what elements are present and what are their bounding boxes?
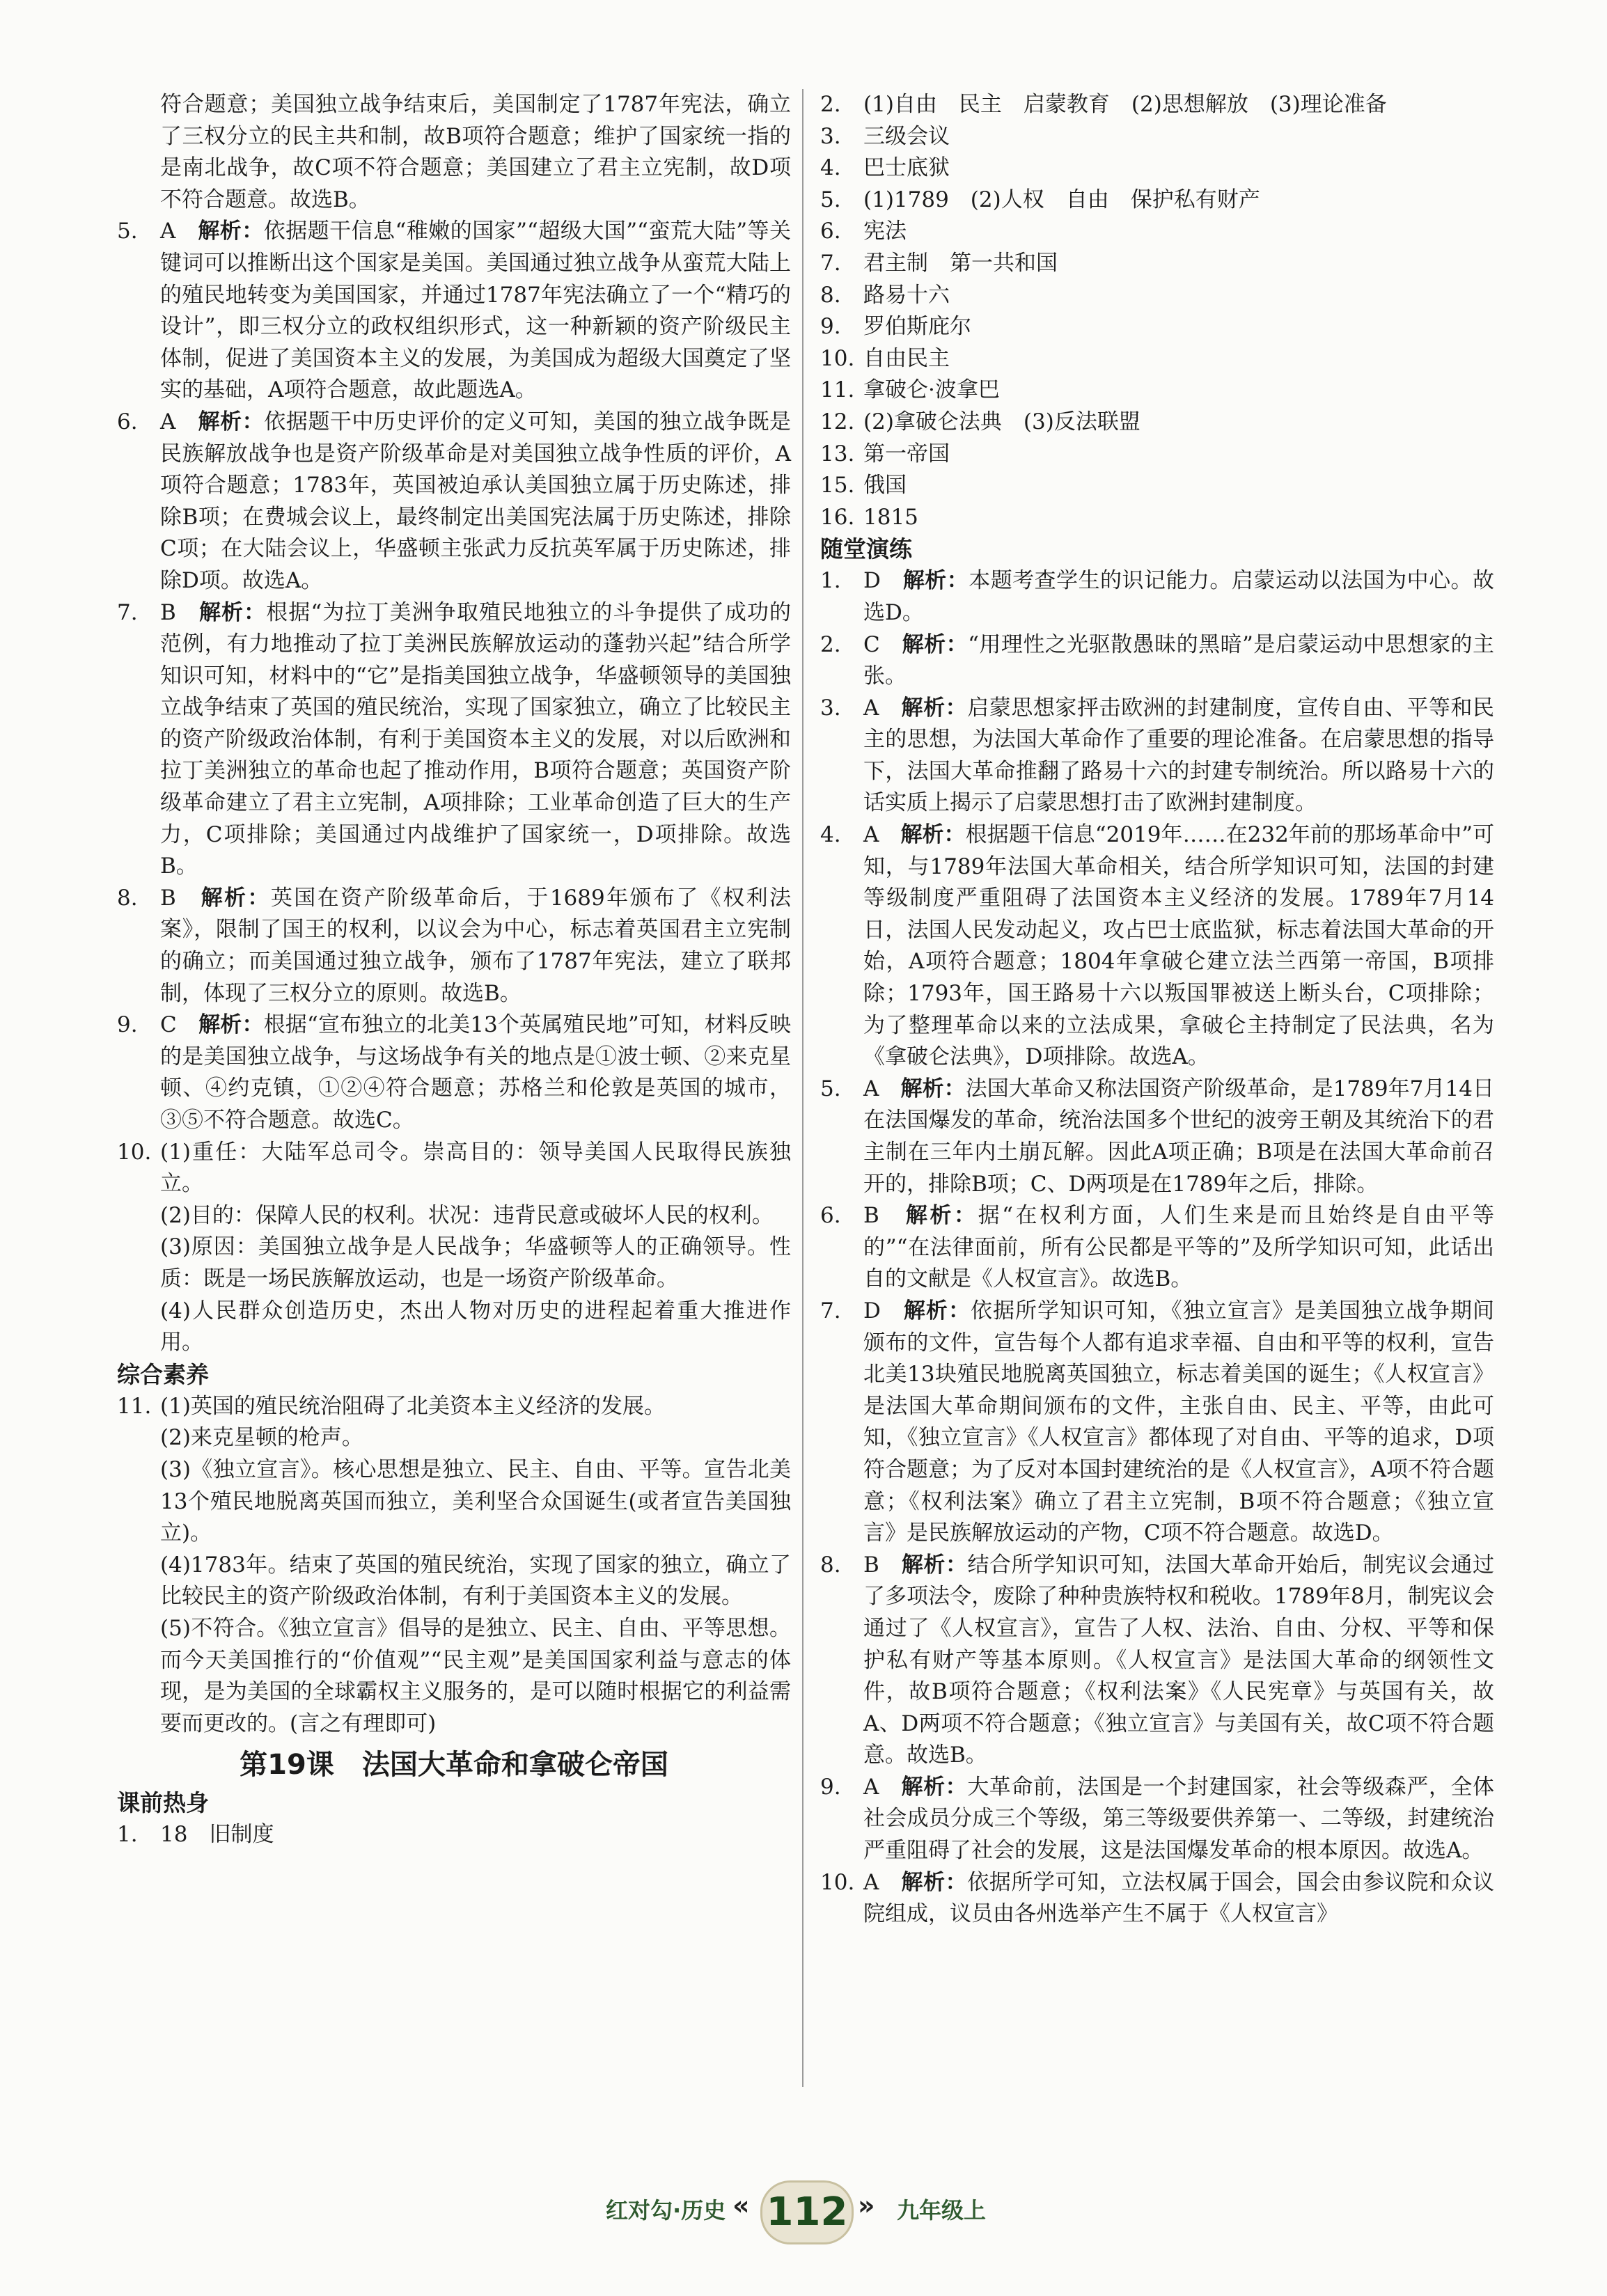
warmup-item: 10. 自由民主: [820, 345, 950, 371]
answer-part: (4)1783年。结束了英国的殖民统治，实现了国家的独立，确立了比较民主的资产阶级政治体制，有利于美国资本主义的发展。: [160, 1552, 791, 1610]
warmup-item: 8. 路易十六: [820, 282, 950, 308]
warmup-item-1: 1. 18 旧制度: [117, 1822, 274, 1848]
section-heading-comprehensive: 综合素养: [117, 1360, 209, 1388]
practice-item-10: 10. A 解析：依据所学可知，立法权属于国会，国会由参议院和众议院组成，议员由各州选举产生不属于《人权宣言》: [820, 1869, 1495, 1927]
warmup-item: 7. 君主制 第一共和国: [820, 250, 1058, 276]
section-heading-practice: 随堂演练: [820, 535, 912, 563]
answer-part: (2)来克星顿的枪声。: [160, 1425, 363, 1451]
column-divider: [802, 89, 804, 2087]
answer-item-10: 10. (1)重任：大陆军总司令。崇高目的：领导美国人民取得民族独立。 (2)目的：保障人民的权利。状况：违背民意或破坏人民的权利。 (3)原因：美国独立战争是人民战争；华盛顿等人的正确领导。性质：既是一场民族解放运动，也是一场资产阶级革命。 (4)人民群众创造历史，杰出人物对历史的进程起着重大推进作用。: [117, 1137, 791, 1359]
warmup-item: 9. 罗伯斯庇尔: [820, 314, 971, 340]
warmup-item: 16. 1815: [820, 504, 918, 530]
practice-item-7: 7. D 解析：依据所学知识可知，《独立宣言》是美国独立战争期间颁布的文件，宣告每个人都有追求幸福、自由和平等的权利，宣告北美13块殖民地脱离英国独立，标志着美国的诞生；《人权宣言》是法国大革命期间颁布的文件，主张自由、民主、平等，由此可知，《独立宣言》《人权宣言》都体现了对自由、平等的追求，D项符合题意；为了反对本国封建统治的是《人权宣言》，A项不符合题意；《权利法案》确立了君主立宪制，B项不符合题意；《独立宣言》是民族解放运动的产物，C项不符合题意。故选D。: [820, 1298, 1495, 1546]
lesson-title: 第19课 法国大革命和拿破仑帝国: [240, 1749, 668, 1782]
warmup-item: 12. (2)拿破仑法典 (3)反法联盟: [820, 409, 1140, 434]
answer-part: (1)重任：大陆军总司令。崇高目的：领导美国人民取得民族独立。: [160, 1139, 791, 1197]
left-chevron-icon: «: [732, 2190, 750, 2221]
practice-item-9: 9. A 解析：大革命前，法国是一个封建国家，社会等级森严，全体社会成员分成三个等级，第三等级要供养第一、二等级，封建统治严重阻碍了社会的发展，这是法国爆发革命的根本原因。故选A。: [820, 1774, 1495, 1864]
warmup-item: 11. 拿破仑·波拿巴: [820, 377, 1000, 403]
continued-answer: 符合题意；美国独立战争结束后，美国制定了1787年宪法，确立了三权分立的民主共和制，故B项符合题意；维护了国家统一指的是南北战争，故C项不符合题意；美国建立了君主立宪制，故D项不符合题意。故选B。: [160, 92, 791, 212]
answer-part: (2)目的：保障人民的权利。状况：违背民意或破坏人民的权利。: [160, 1202, 774, 1228]
practice-item-8: 8. B 解析：结合所学知识可知，法国大革命开始后，制宪议会通过了多项法令，废除了种种贵族特权和税收。1789年8月，制宪议会通过了《人权宣言》，宣告了人权、法治、自由、分权、平等和保护私有财产等基本原则。《人权宣言》是法国大革命的纲领性文件，故B项符合题意；《权利法案》《人民宪章》与英国有关，故A、D两项不符合题意；《独立宣言》与美国有关，故C项不符合题意。故选B。: [820, 1552, 1495, 1768]
answer-part: (1)英国的殖民统治阻碍了北美资本主义经济的发展。: [160, 1393, 666, 1419]
warmup-item: 2. (1)自由 民主 启蒙教育 (2)思想解放 (3)理论准备: [820, 92, 1387, 117]
warmup-item: 15. 俄国: [820, 473, 907, 498]
practice-item-4: 4. A 解析：根据题干信息“2019年……在232年前的那场革命中”可知，与1789年法国大革命相关，结合所学知识可知，法国的封建等级制度严重阻碍了法国资本主义经济的发展。1789年7月14日，法国人民发动起义，攻占巴士底监狱，标志着法国大革命的开始，A项符合题意；1804年拿破仑建立法兰西第一帝国，B项排除；1793年，国王路易十六以叛国罪被送上断头台，C项排除；为了整理革命以来的立法成果，拿破仑主持制定了民法典，名为《拿破仑法典》，D项排除。故选A。: [820, 822, 1495, 1070]
page-number: 112: [760, 2180, 854, 2244]
warmup-item: 4. 巴士底狱: [820, 155, 950, 181]
left-column: [117, 89, 791, 1851]
right-column: [820, 89, 1494, 1931]
answer-part: (3)《独立宣言》。核心思想是独立、民主、自由、平等。宣告北美13个殖民地脱离英国而独立，美利坚合众国诞生(或者宣告美国独立)。: [160, 1456, 791, 1546]
practice-item-5: 5. A 解析：法国大革命又称法国资产阶级革命，是1789年7月14日在法国爆发的革命，统治法国多个世纪的波旁王朝及其统治下的君主制在三年内土崩瓦解。因此A项正确；B项是在法国大革命前召开的，排除B项；C、D两项是在1789年之后，排除。: [820, 1076, 1495, 1197]
practice-item-6: 6. B 解析：据“在权利方面，人们生来是而且始终是自由平等的”“在法律面前，所有公民都是平等的”及所学知识可知，此话出自的文献是《人权宣言》。故选B。: [820, 1203, 1495, 1292]
answer-part: (4)人民群众创造历史，杰出人物对历史的进程起着重大推进作用。: [160, 1298, 791, 1355]
book-title: 红对勾·历史: [606, 2197, 726, 2224]
warmup-item: 13. 第一帝国: [820, 441, 950, 466]
answer-item-11: 11. (1)英国的殖民统治阻碍了北美资本主义经济的发展。 (2)来克星顿的枪声。 (3)《独立宣言》。核心思想是独立、民主、自由、平等。宣告北美13个殖民地脱离英国而独立，美利坚合众国诞生(或者宣告美国独立)。 (4)1783年。结束了英国的殖民统治，实现了国家的独立，确立了比较民主的资产阶级政治体制，有利于美国资本主义的发展。 (5)不符合。《独立宣言》倡导的是独立、民主、自由、平等思想。而今天美国推行的“价值观”“民主观”是美国国家利益与意志的体现，是为美国的全球霸权主义服务的，是可以随时根据它的利益需要而更改的。(言之有理即可): [117, 1391, 791, 1740]
right-chevron-icon: »: [858, 2190, 875, 2221]
warmup-item: 6. 宪法: [820, 219, 907, 244]
warmup-item: 3. 三级会议: [820, 123, 950, 149]
answer-item-6: 6. A 解析：依据题干中历史评价的定义可知，美国的独立战争既是民族解放战争也是资产阶级革命是对美国独立战争性质的评价，A项符合题意；1783年，英国被迫承认美国独立属于历史陈述，排除B项；在费城会议上，最终制定出美国宪法属于历史陈述，排除C项；在大陆会议上，华盛顿主张武力反抗英军属于历史陈述，排除D项。故选A。: [117, 409, 792, 593]
warmup-item: 5. (1)1789 (2)人权 自由 保护私有财产: [820, 187, 1260, 212]
answer-item-8: 8. B 解析：英国在资产阶级革命后，于1689年颁布了《权利法案》，限制了国王的权利，以议会为中心，标志着英国君主立宪制的确立；而美国通过独立战争，颁布了1787年宪法，建立了联邦制，体现了三权分立的原则。故选B。: [117, 885, 792, 1006]
page-footer: [0, 2180, 1607, 2250]
answer-item-7: 7. B 解析：根据“为拉丁美洲争取殖民地独立的斗争提供了成功的范例，有力地推动了拉丁美洲民族解放运动的蓬勃兴起”结合所学知识可知，材料中的“它”是指美国独立战争，华盛顿领导的美国独立战争结束了英国的殖民统治，实现了国家独立，确立了比较民主的资产阶级政治体制，有利于美国资本主义的发展，对以后欧洲和拉丁美洲独立的革命也起了推动作用，B项符合题意；英国资产阶级革命建立了君主立宪制，A项排除；工业革命创造了巨大的生产力，C项排除；美国通过内战维护了国家统一，D项排除。故选B。: [117, 599, 792, 879]
practice-item-1: 1. D 解析：本题考查学生的识记能力。启蒙运动以法国为中心。故选D。: [820, 568, 1495, 625]
answer-part: (3)原因：美国独立战争是人民战争；华盛顿等人的正确领导。性质：既是一场民族解放运动，也是一场资产阶级革命。: [160, 1234, 791, 1291]
answer-item-9: 9. C 解析：根据“宣布独立的北美13个英属殖民地”可知，材料反映的是美国独立战争，与这场战争有关的地点是①波士顿、②来克星顿、④约克镇，①②④符合题意；苏格兰和伦敦是英国的城市，③⑤不符合题意。故选C。: [117, 1012, 792, 1133]
section-heading-warmup: 课前热身: [117, 1789, 209, 1817]
practice-item-3: 3. A 解析：启蒙思想家抨击欧洲的封建制度，宣传自由、平等和民主的思想，为法国大革命作了重要的理论准备。在启蒙思想的指导下，法国大革命推翻了路易十六的封建专制统治。所以路易十六的话实质上揭示了启蒙思想打击了欧洲封建制度。: [820, 695, 1495, 816]
grade-label: 九年级上: [897, 2197, 987, 2224]
answer-item-5: 5. A 解析：依据题干信息“稚嫩的国家”“超级大国”“蛮荒大陆”等关键词可以推断出这个国家是美国。美国通过独立战争从蛮荒大陆上的殖民地转变为美国国家，并通过1787年宪法确立了一个“精巧的设计”，即三权分立的政权组织形式，这一种新颖的资产阶级民主体制，促进了美国资本主义的发展，为美国成为超级大国奠定了坚实的基础，A项符合题意，故此题选A。: [117, 219, 792, 403]
practice-item-2: 2. C 解析：“用理性之光驱散愚昧的黑暗”是启蒙运动中思想家的主张。: [820, 631, 1494, 689]
answer-part: (5)不符合。《独立宣言》倡导的是独立、民主、自由、平等思想。而今天美国推行的“价值观”“民主观”是美国国家利益与意志的体现，是为美国的全球霸权主义服务的，是可以随时根据它的利益需要而更改的。(言之有理即可): [160, 1615, 791, 1736]
